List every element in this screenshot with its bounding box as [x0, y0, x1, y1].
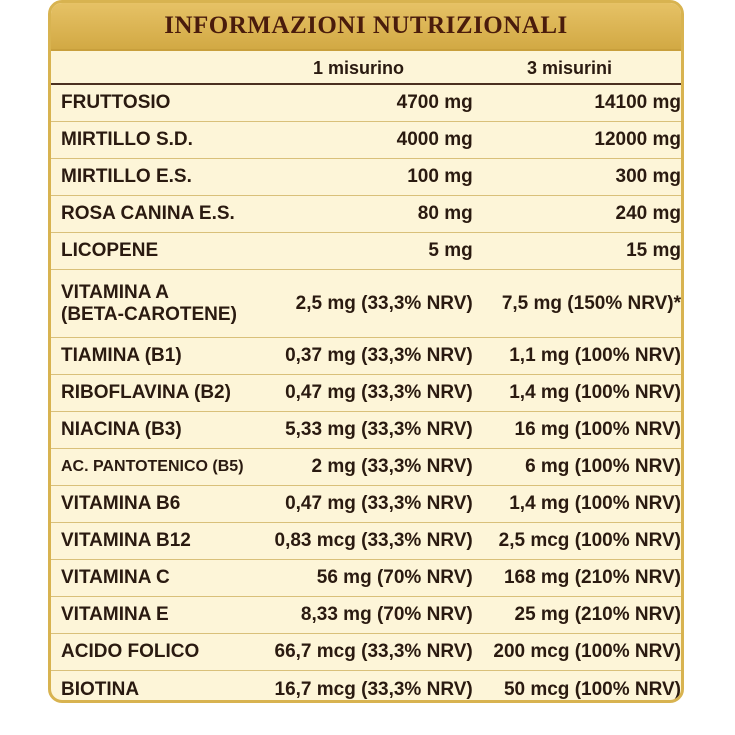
nutrient-name: AC. PANTOTENICO (B5)	[61, 458, 244, 475]
table-row	[51, 523, 681, 560]
value-3-measures: 7,5 mg (150% NRV)*	[501, 292, 681, 314]
table-row	[51, 634, 681, 671]
nutrient-name: MIRTILLO E.S.	[61, 166, 192, 187]
value-3-measures: 16 mg (100% NRV)	[514, 419, 681, 440]
value-1-measure: 66,7 mcg (33,3% NRV)	[274, 641, 473, 662]
nutrition-table-card	[48, 0, 684, 703]
table-row	[51, 412, 681, 449]
table-row	[51, 338, 681, 375]
nutrient-name-line-1: VITAMINA A	[61, 281, 170, 303]
value-3-measures: 300 mg	[615, 166, 681, 187]
nutrient-name: RIBOFLAVINA (B2)	[61, 382, 231, 403]
column-header-1-measure: 1 misurino	[313, 58, 405, 78]
nutrient-name: BIOTINA	[61, 678, 140, 700]
table-row	[51, 560, 681, 597]
value-3-measures: 25 mg (210% NRV)	[514, 604, 681, 625]
value-1-measure: 5 mg	[428, 240, 473, 261]
value-1-measure: 0,47 mg (33,3% NRV)	[285, 382, 473, 403]
table-row	[51, 122, 681, 159]
value-1-measure: 80 mg	[417, 203, 473, 224]
nutrient-name: ACIDO FOLICO	[61, 641, 200, 662]
table-row	[51, 375, 681, 412]
nutrient-name: VITAMINA E	[61, 604, 169, 625]
nutrient-name: VITAMINA C	[61, 567, 170, 588]
nutrient-name: ROSA CANINA E.S.	[61, 203, 235, 224]
value-3-measures: 168 mg (210% NRV)	[503, 567, 681, 588]
nutrient-name: MIRTILLO S.D.	[61, 129, 193, 150]
table-row	[51, 671, 681, 703]
nutrient-name: NIACINA (B3)	[61, 419, 182, 440]
table-row	[51, 196, 681, 233]
value-1-measure: 16,7 mcg (33,3% NRV)	[274, 678, 473, 700]
nutrient-name	[51, 282, 258, 326]
nutrient-name: VITAMINA B12	[61, 530, 191, 551]
nutrient-name: FRUTTOSIO	[61, 92, 171, 113]
nutrient-rows	[51, 85, 681, 703]
value-1-measure: 100 mg	[407, 166, 473, 187]
value-3-measures: 2,5 mcg (100% NRV)	[498, 530, 681, 551]
value-3-measures: 240 mg	[615, 203, 681, 224]
table-row	[51, 85, 681, 122]
nutrient-name: VITAMINA B6	[61, 493, 181, 514]
value-3-measures: 200 mcg (100% NRV)	[493, 641, 681, 662]
value-3-measures: 50 mcg (100% NRV)	[503, 678, 681, 700]
table-row	[51, 449, 681, 486]
value-1-measure: 8,33 mg (70% NRV)	[300, 604, 473, 625]
table-row	[51, 159, 681, 196]
table-row	[51, 486, 681, 523]
value-1-measure: 4700 mg	[396, 92, 473, 113]
value-3-measures: 14100 mg	[594, 92, 681, 113]
nutrient-name: TIAMINA (B1)	[61, 345, 182, 366]
value-3-measures: 1,4 mg (100% NRV)	[509, 493, 681, 514]
table-row	[51, 597, 681, 634]
nutrient-name: LICOPENE	[61, 240, 159, 261]
value-1-measure: 4000 mg	[396, 129, 473, 150]
value-1-measure: 0,83 mcg (33,3% NRV)	[274, 530, 473, 551]
value-1-measure: 56 mg (70% NRV)	[316, 567, 473, 588]
table-row	[51, 270, 681, 338]
table-row	[51, 233, 681, 270]
value-1-measure: 5,33 mg (33,3% NRV)	[285, 419, 473, 440]
value-1-measure: 0,37 mg (33,3% NRV)	[285, 345, 473, 366]
value-1-measure: 2 mg (33,3% NRV)	[311, 456, 473, 477]
value-1-measure: 2,5 mg (33,3% NRV)	[295, 292, 473, 314]
value-3-measures: 1,1 mg (100% NRV)	[509, 345, 681, 366]
value-3-measures: 6 mg (100% NRV)	[525, 456, 681, 477]
value-1-measure: 0,47 mg (33,3% NRV)	[285, 493, 473, 514]
column-header-3-measures: 3 misurini	[527, 58, 613, 78]
value-3-measures: 12000 mg	[594, 129, 681, 150]
table-title: INFORMAZIONI NUTRIZIONALI	[51, 3, 681, 51]
value-3-measures: 15 mg	[626, 240, 681, 261]
value-3-measures: 1,4 mg (100% NRV)	[509, 382, 681, 403]
nutrient-name-line-2: (BETA-CAROTENE)	[61, 303, 237, 325]
